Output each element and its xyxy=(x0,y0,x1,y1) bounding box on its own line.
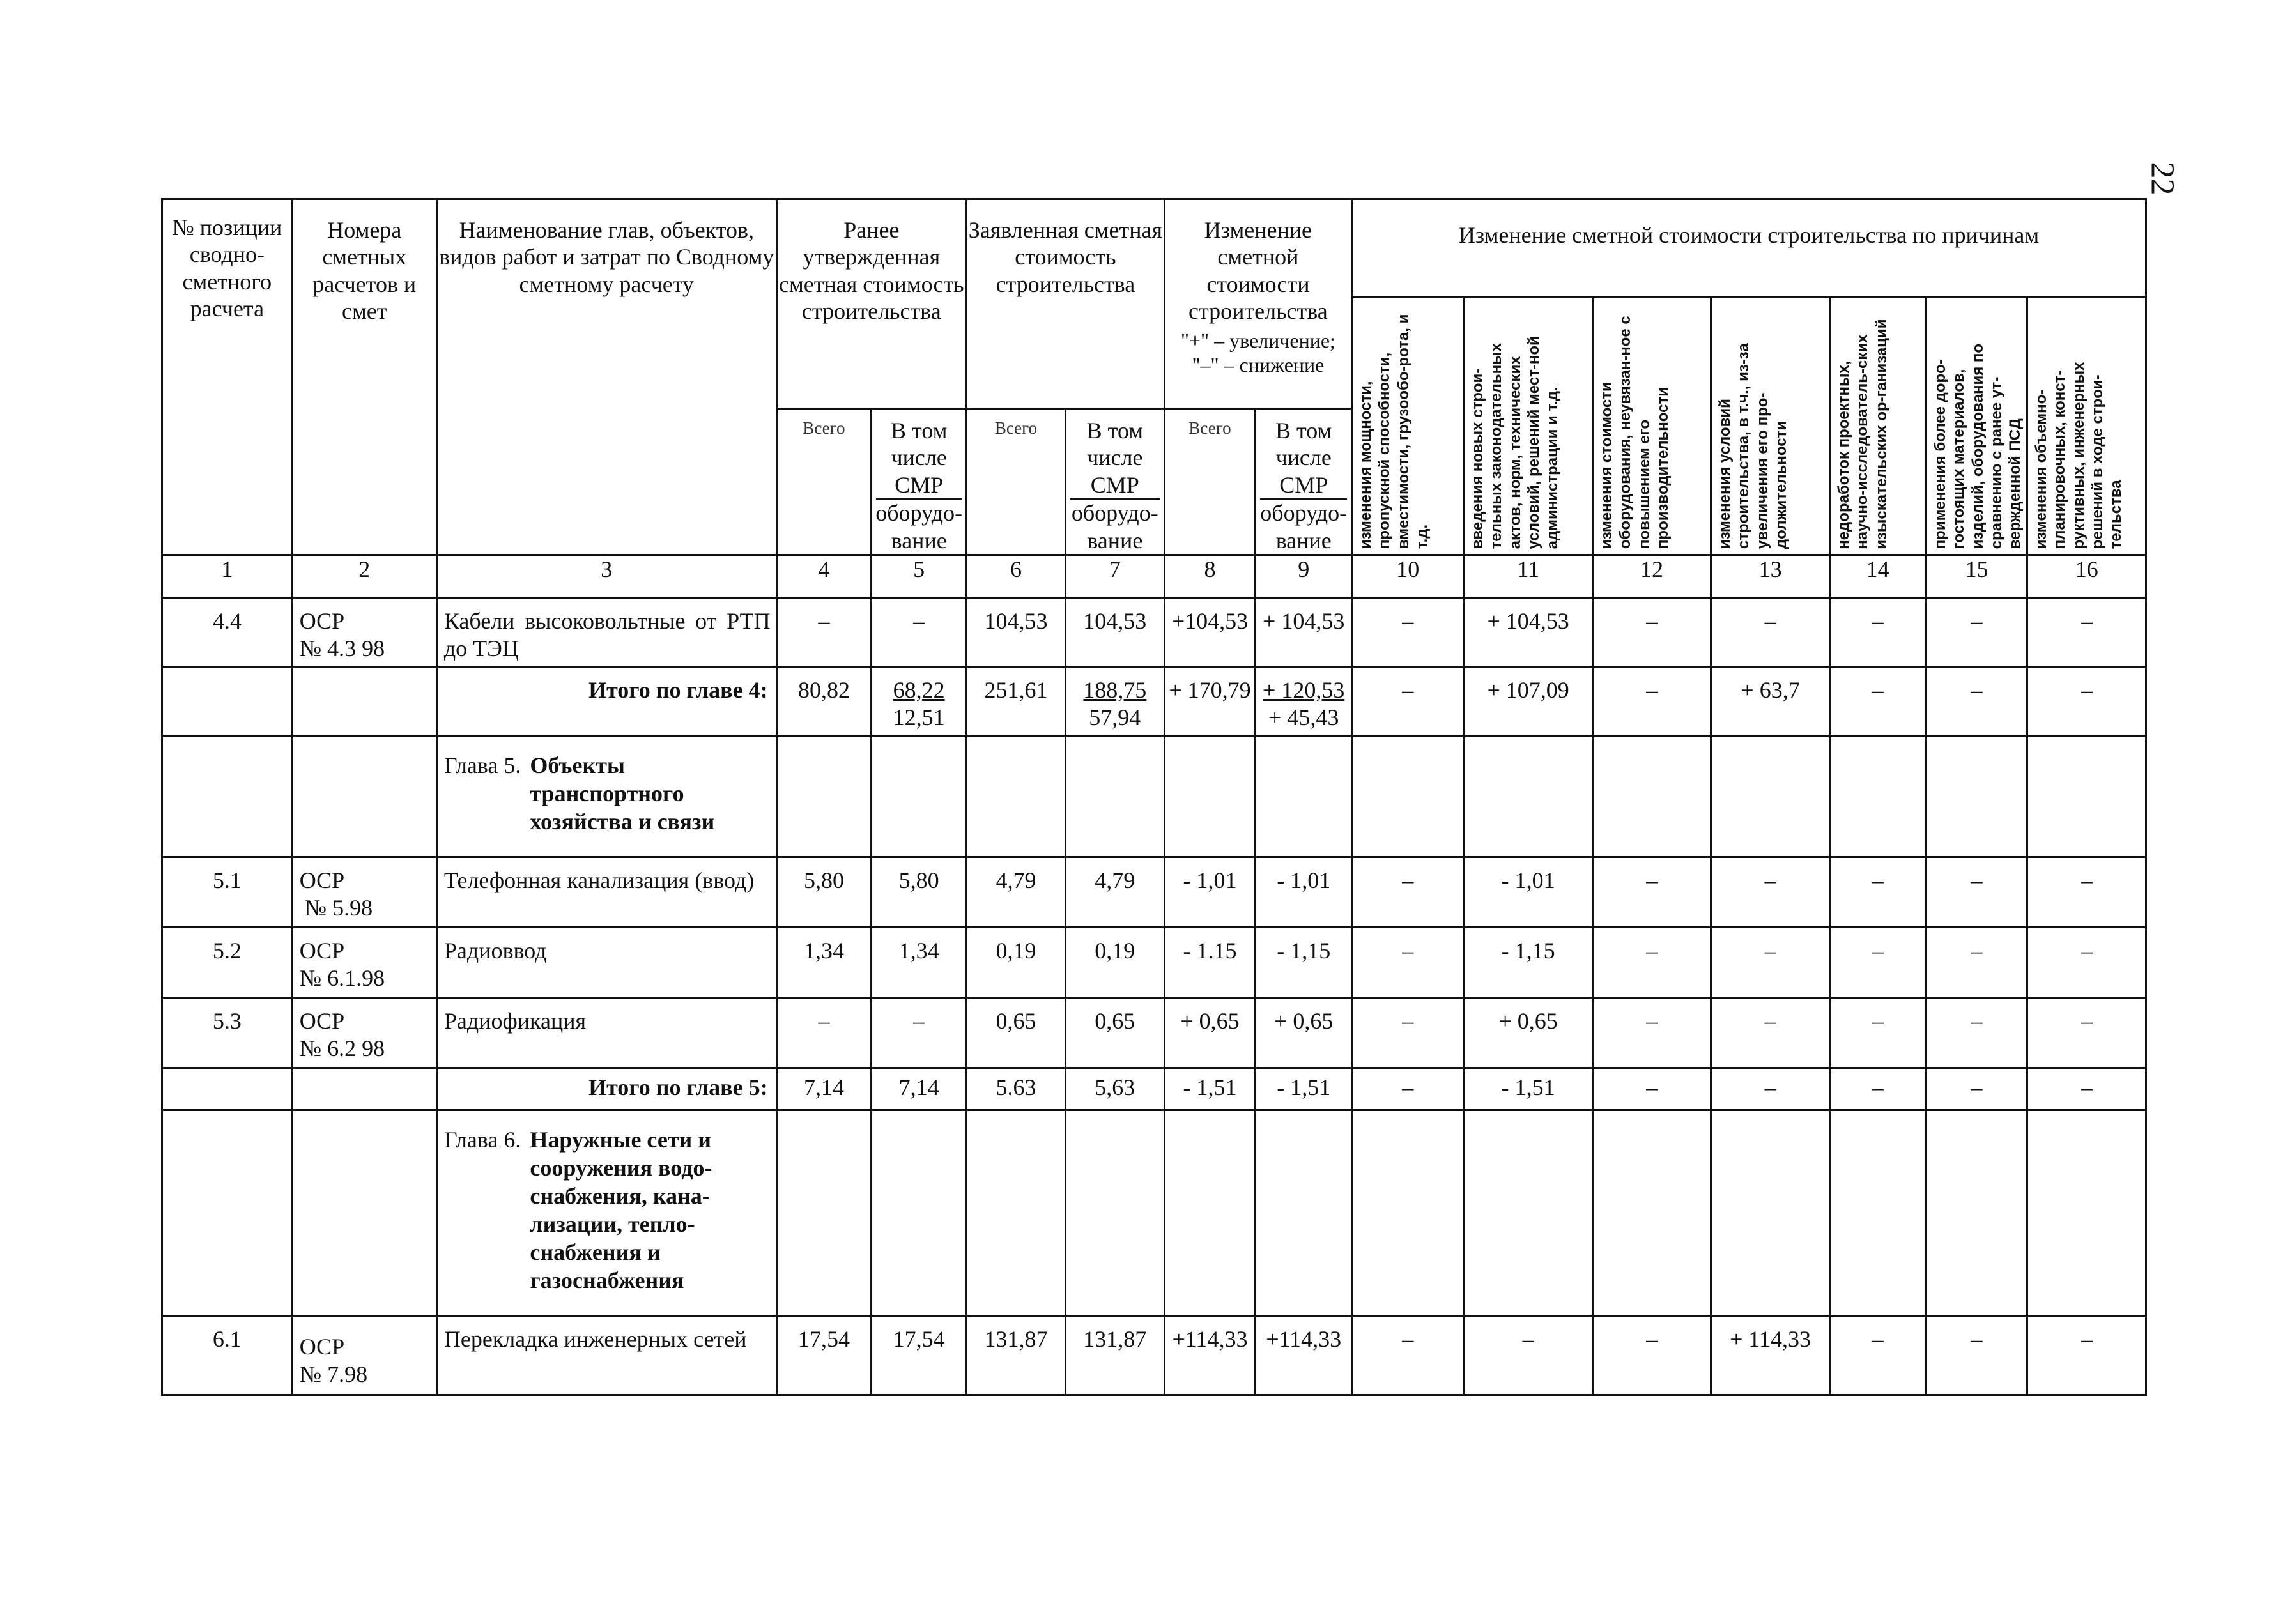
header-previously-approved: Ранее утвержденная сметная стоимость строительства xyxy=(776,199,966,409)
chapter-total-row: Итого по главе 5: 7,14 7,14 5.63 5,63 - 1,51 - 1,51 – - 1,51 – – – – – xyxy=(162,1068,2146,1110)
table-row: 5.2 ОСР № 6.1.98 Радиоввод 1,34 1,34 0,19 0,19 - 1.15 - 1,15 – - 1,15 – – – – – xyxy=(162,928,2146,998)
sub-decl-including: В том числе СМР оборудо-вание xyxy=(1065,409,1164,555)
chapter-heading-row xyxy=(162,1110,2146,1316)
chapter-title: Наружные сети и сооружения водо-снабжения, кана-лизации, тепло-снабжения и газоснабжения xyxy=(530,1127,712,1293)
table-row: 6.1 ОСР № 7.98 Перекладка инженерных сетей 17,54 17,54 131,87 131,87 +114,33 +114,33 – – – + 114,33 – – – xyxy=(162,1316,2146,1395)
page-number: 22 xyxy=(2144,162,2181,195)
sub-change-total: Всего xyxy=(1164,409,1256,555)
column-numbers-row: 1 2 3 4 5 6 7 8 9 10 11 12 13 14 15 16 xyxy=(162,555,2146,598)
table-row: 5.1 ОСР № 5.98 Телефонная канализация (ввод) 5,80 5,80 4,79 4,79 - 1,01 - 1,01 – - 1,01 – – – – – xyxy=(162,857,2146,928)
chapter-heading-row xyxy=(162,736,2146,857)
reason-expensive-materials: применения более доро-гостоящих материалов, изделий, оборудования по сравнению с ранее ут-вержденной ПСД xyxy=(1926,297,2027,555)
header-change-note: "+" – увеличение; "–" – снижение xyxy=(1180,328,1335,376)
table-row: 5.3 ОСР № 6.2 98 Радиофикация – – 0,65 0,65 + 0,65 + 0,65 – + 0,65 – – – – – xyxy=(162,998,2146,1068)
reason-design-changes: изменения объемно-планировочных, конст-руктивных, инженерных решений в ходе строи-тельства xyxy=(2027,297,2146,555)
header-name: Наименование глав, объектов, видов работ и затрат по Сводному сметному расчету xyxy=(436,199,776,555)
header-estimate-numbers: Номера сметных расчетов и смет xyxy=(292,199,436,555)
reason-equipment-cost: изменения стоимости оборудования, неувязан-ное с повышением его производительности xyxy=(1592,297,1711,555)
header-reasons: Изменение сметной стоимости строительства по причинам xyxy=(1352,199,2146,297)
reason-capacity: изменения мощности, пропускной способности, вместимости, грузообо-рота, и т.д. xyxy=(1352,297,1464,555)
chapter-title: Объекты транспортного хозяйства и связи xyxy=(530,753,715,835)
reason-new-laws: введения новых строи-тельных законодательных актов, норм, технических условий, решений мест-ной администрации и т.д. xyxy=(1464,297,1593,555)
sub-prev-including: В том числе СМР оборудо-вание xyxy=(872,409,967,555)
chapter-label: Глава 5. xyxy=(443,753,521,779)
chapter-total-row: Итого по главе 4: 80,82 68,22 12,51 251,61 188,75 57,94 + 170,79 + 120,53 + 45,43 – + 107,09 – + 63,7 – – – xyxy=(162,667,2146,736)
header-change-title: Изменение сметной стоимости строительства xyxy=(1188,217,1328,325)
header-position: № позиции сводно-сметного расчета xyxy=(162,199,293,555)
sub-prev-total: Всего xyxy=(776,409,872,555)
reason-conditions: изменения условий строительства, в т.ч., из-за увеличения его про-должительности xyxy=(1711,297,1829,555)
sub-change-including: В том числе СМР оборудо-вание xyxy=(1256,409,1352,555)
estimate-table xyxy=(161,198,2147,1396)
sub-decl-total: Всего xyxy=(967,409,1066,555)
reason-design-flaws: недоработок проектных, научно-исследователь-ских изыскательских ор-ганизаций xyxy=(1829,297,1926,555)
table-row: 4.4 ОСР № 4.3 98 Кабели высоковольтные от РТП до ТЭЦ – – 104,53 104,53 +104,53 + 104,53 – + 104,53 – – – – – xyxy=(162,598,2146,667)
header-declared: Заявленная сметная стоимость строительства xyxy=(967,199,1165,409)
header-change xyxy=(1164,199,1351,409)
chapter-label: Глава 6. xyxy=(443,1127,521,1153)
